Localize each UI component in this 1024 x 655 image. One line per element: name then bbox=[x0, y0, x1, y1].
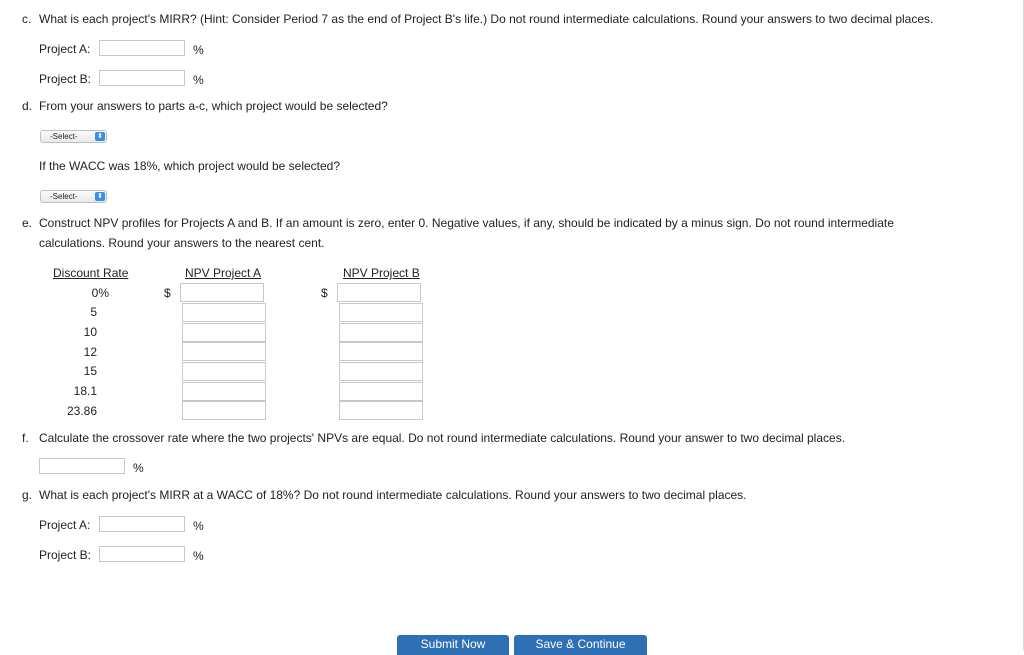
select-value: -Select- bbox=[50, 132, 78, 141]
npv-a-input[interactable] bbox=[182, 401, 266, 420]
question-text-line1: Construct NPV profiles for Projects A and B. If an amount is zero, enter 0. Negative values, if any, should be indicated by a minus sign. Do not round intermediate bbox=[39, 216, 894, 230]
currency-symbol: $ bbox=[321, 286, 328, 300]
npv-a-input[interactable] bbox=[180, 283, 264, 302]
question-text: From your answers to parts a-c, which project would be selected? bbox=[39, 99, 388, 113]
question-f bbox=[22, 431, 845, 445]
project-a-label: Project A: bbox=[39, 518, 91, 532]
save-continue-button[interactable]: Save & Continue bbox=[514, 635, 647, 655]
npv-b-input[interactable] bbox=[339, 382, 423, 401]
question-text: Calculate the crossover rate where the two projects' NPVs are equal. Do not round intermediate calculations. Round your answer to two decimal places. bbox=[39, 431, 846, 445]
npv-a-input[interactable] bbox=[182, 323, 266, 342]
rate-cell: 23.86 bbox=[66, 404, 97, 418]
question-letter: d. bbox=[22, 99, 33, 113]
chevron-updown-icon: ⬍ bbox=[95, 192, 105, 201]
question-text: What is each project's MIRR at a WACC of 18%? Do not round intermediate calculations. Round your answers to two decimal places. bbox=[39, 488, 747, 502]
npv-b-input[interactable] bbox=[339, 323, 423, 342]
rate-cell: 10 bbox=[83, 325, 97, 339]
npv-b-input[interactable] bbox=[339, 303, 423, 322]
question-g bbox=[22, 488, 747, 502]
col-header-discount-rate: Discount Rate bbox=[53, 266, 129, 280]
npv-b-input[interactable] bbox=[339, 362, 423, 381]
npv-a-input[interactable] bbox=[182, 362, 266, 381]
percent-unit: % bbox=[193, 43, 204, 57]
question-d bbox=[22, 99, 388, 113]
crossover-rate-input[interactable] bbox=[39, 458, 125, 474]
rate-cell: 15 bbox=[83, 364, 97, 378]
mirr-18-project-b-input[interactable] bbox=[99, 546, 185, 562]
chevron-updown-icon: ⬍ bbox=[95, 132, 105, 141]
rate-cell: 12 bbox=[83, 345, 97, 359]
submit-button[interactable]: Submit Now bbox=[397, 635, 509, 655]
project-a-label: Project A: bbox=[39, 42, 91, 56]
question-e bbox=[22, 216, 894, 230]
percent-unit: % bbox=[193, 73, 204, 87]
project-b-label: Project B: bbox=[39, 548, 92, 562]
mirr-18-project-a-input[interactable] bbox=[99, 516, 185, 532]
npv-a-input[interactable] bbox=[182, 342, 266, 361]
npv-b-input[interactable] bbox=[339, 342, 423, 361]
question-letter: e. bbox=[22, 216, 33, 230]
mirr-project-a-input[interactable] bbox=[99, 40, 185, 56]
npv-a-input[interactable] bbox=[182, 382, 266, 401]
npv-a-input[interactable] bbox=[182, 303, 266, 322]
question-c bbox=[22, 12, 933, 26]
rate-cell: 5 bbox=[90, 305, 97, 319]
npv-b-input[interactable] bbox=[339, 401, 423, 420]
npv-b-input[interactable] bbox=[337, 283, 421, 302]
col-header-npv-b: NPV Project B bbox=[343, 266, 420, 280]
project-b-label: Project B: bbox=[39, 72, 92, 86]
question-letter: f. bbox=[22, 431, 29, 445]
percent-unit: % bbox=[193, 549, 204, 563]
question-letter: c. bbox=[22, 12, 32, 26]
rate-cell: 0% bbox=[91, 286, 109, 300]
question-text: What is each project's MIRR? (Hint: Consider Period 7 as the end of Project B's life.) Do not round intermediate calculations. Round your answers to two decimal places. bbox=[39, 12, 934, 26]
currency-symbol: $ bbox=[164, 286, 171, 300]
project-select-wacc-dropdown[interactable] bbox=[40, 190, 107, 203]
project-select-dropdown[interactable] bbox=[40, 130, 107, 143]
rate-cell: 18.1 bbox=[73, 384, 97, 398]
wacc-followup-question: If the WACC was 18%, which project would be selected? bbox=[39, 159, 341, 173]
question-letter: g. bbox=[22, 488, 33, 502]
percent-unit: % bbox=[133, 461, 144, 475]
percent-unit: % bbox=[193, 519, 204, 533]
select-value: -Select- bbox=[50, 192, 78, 201]
question-text-line2: calculations. Round your answers to the nearest cent. bbox=[39, 236, 325, 250]
col-header-npv-a: NPV Project A bbox=[185, 266, 262, 280]
mirr-project-b-input[interactable] bbox=[99, 70, 185, 86]
